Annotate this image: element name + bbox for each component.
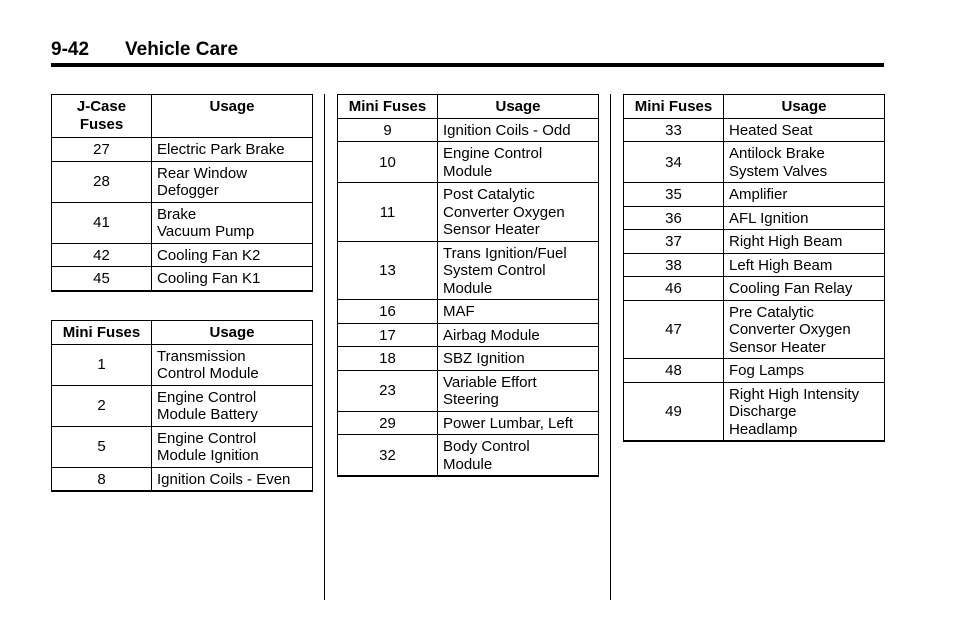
fuse-usage: Cooling Fan K1 [152, 267, 313, 291]
column-header-fuse: J-Case Fuses [52, 95, 152, 138]
fuse-number: 10 [338, 142, 438, 183]
fuse-number: 35 [624, 183, 724, 207]
fuse-number: 36 [624, 206, 724, 230]
table-row [624, 230, 885, 254]
fuse-number: 23 [338, 370, 438, 411]
fuse-number: 5 [52, 426, 152, 467]
table-row [624, 277, 885, 301]
fuse-number: 48 [624, 359, 724, 383]
table-row [52, 344, 313, 385]
fuse-number: 42 [52, 243, 152, 267]
fuse-usage: Heated Seat [724, 118, 885, 142]
fuse-usage: Variable Effort Steering [438, 370, 599, 411]
table-row [624, 300, 885, 359]
fuse-usage: Fog Lamps [724, 359, 885, 383]
column-divider [610, 94, 611, 600]
fuse-usage: MAF [438, 300, 599, 324]
fuse-number: 49 [624, 382, 724, 441]
column-header-fuse: Mini Fuses [52, 321, 152, 345]
fuse-number: 38 [624, 253, 724, 277]
table-row [338, 435, 599, 477]
fuse-usage: Engine Control Module Ignition [152, 426, 313, 467]
mini-fuses-table-2 [337, 94, 599, 477]
fuse-number: 13 [338, 241, 438, 300]
jcase-fuses-table [51, 94, 313, 292]
column-divider [324, 94, 325, 600]
table-row [338, 118, 599, 142]
fuse-usage: Electric Park Brake [152, 138, 313, 162]
fuse-number: 9 [338, 118, 438, 142]
fuse-usage: Transmission Control Module [152, 344, 313, 385]
fuse-number: 17 [338, 323, 438, 347]
fuse-number: 1 [52, 344, 152, 385]
table-row [52, 385, 313, 426]
fuse-usage: Body Control Module [438, 435, 599, 477]
fuse-usage: Antilock Brake System Valves [724, 142, 885, 183]
fuse-usage: Right High Beam [724, 230, 885, 254]
table-row [338, 323, 599, 347]
fuse-usage: Airbag Module [438, 323, 599, 347]
table-row [338, 241, 599, 300]
table-row [52, 467, 313, 491]
fuse-usage: AFL Ignition [724, 206, 885, 230]
column-header-usage: Usage [724, 95, 885, 119]
fuse-usage: Left High Beam [724, 253, 885, 277]
fuse-usage: Cooling Fan K2 [152, 243, 313, 267]
fuse-number: 46 [624, 277, 724, 301]
table-row [624, 142, 885, 183]
fuse-number: 45 [52, 267, 152, 291]
fuse-usage: Rear Window Defogger [152, 161, 313, 202]
fuse-number: 41 [52, 202, 152, 243]
mini-fuses-table-1 [51, 320, 313, 492]
fuse-number: 11 [338, 183, 438, 242]
fuse-number: 29 [338, 411, 438, 435]
fuse-usage: Ignition Coils - Even [152, 467, 313, 491]
table-row [624, 359, 885, 383]
page-number: 9-42 [51, 39, 90, 60]
fuse-number: 34 [624, 142, 724, 183]
fuse-usage: Post Catalytic Converter Oxygen Sensor Heater [438, 183, 599, 242]
column-header-fuse: Mini Fuses [338, 95, 438, 119]
table-row [338, 370, 599, 411]
fuse-usage: Engine Control Module Battery [152, 385, 313, 426]
fuse-usage: Amplifier [724, 183, 885, 207]
fuse-usage: Cooling Fan Relay [724, 277, 885, 301]
fuse-number: 27 [52, 138, 152, 162]
fuse-number: 18 [338, 347, 438, 371]
page-header [51, 39, 884, 67]
mini-fuses-table-3 [623, 94, 885, 442]
fuse-number: 33 [624, 118, 724, 142]
fuse-usage: Engine Control Module [438, 142, 599, 183]
table-row [52, 138, 313, 162]
fuse-number: 37 [624, 230, 724, 254]
table-row [624, 382, 885, 441]
fuse-usage: Trans Ignition/Fuel System Control Module [438, 241, 599, 300]
table-row [624, 253, 885, 277]
column-header-usage: Usage [438, 95, 599, 119]
table-row [52, 202, 313, 243]
table-row [338, 142, 599, 183]
fuse-usage: SBZ Ignition [438, 347, 599, 371]
table-row [52, 243, 313, 267]
fuse-usage: Right High Intensity Discharge Headlamp [724, 382, 885, 441]
fuse-usage: Ignition Coils - Odd [438, 118, 599, 142]
fuse-number: 8 [52, 467, 152, 491]
table-row [624, 183, 885, 207]
fuse-number: 28 [52, 161, 152, 202]
fuse-usage: Brake Vacuum Pump [152, 202, 313, 243]
table-row [52, 267, 313, 291]
fuse-number: 16 [338, 300, 438, 324]
table-row [52, 161, 313, 202]
fuse-number: 47 [624, 300, 724, 359]
column-header-fuse: Mini Fuses [624, 95, 724, 119]
column-header-usage: Usage [152, 95, 313, 138]
table-row [338, 300, 599, 324]
section-title: Vehicle Care [125, 39, 239, 60]
column-header-usage: Usage [152, 321, 313, 345]
fuse-usage: Pre Catalytic Converter Oxygen Sensor Heater [724, 300, 885, 359]
fuse-usage: Power Lumbar, Left [438, 411, 599, 435]
table-row [52, 426, 313, 467]
table-row [338, 411, 599, 435]
table-row [338, 183, 599, 242]
fuse-number: 32 [338, 435, 438, 477]
fuse-number: 2 [52, 385, 152, 426]
table-row [624, 206, 885, 230]
table-row [338, 347, 599, 371]
table-row [624, 118, 885, 142]
